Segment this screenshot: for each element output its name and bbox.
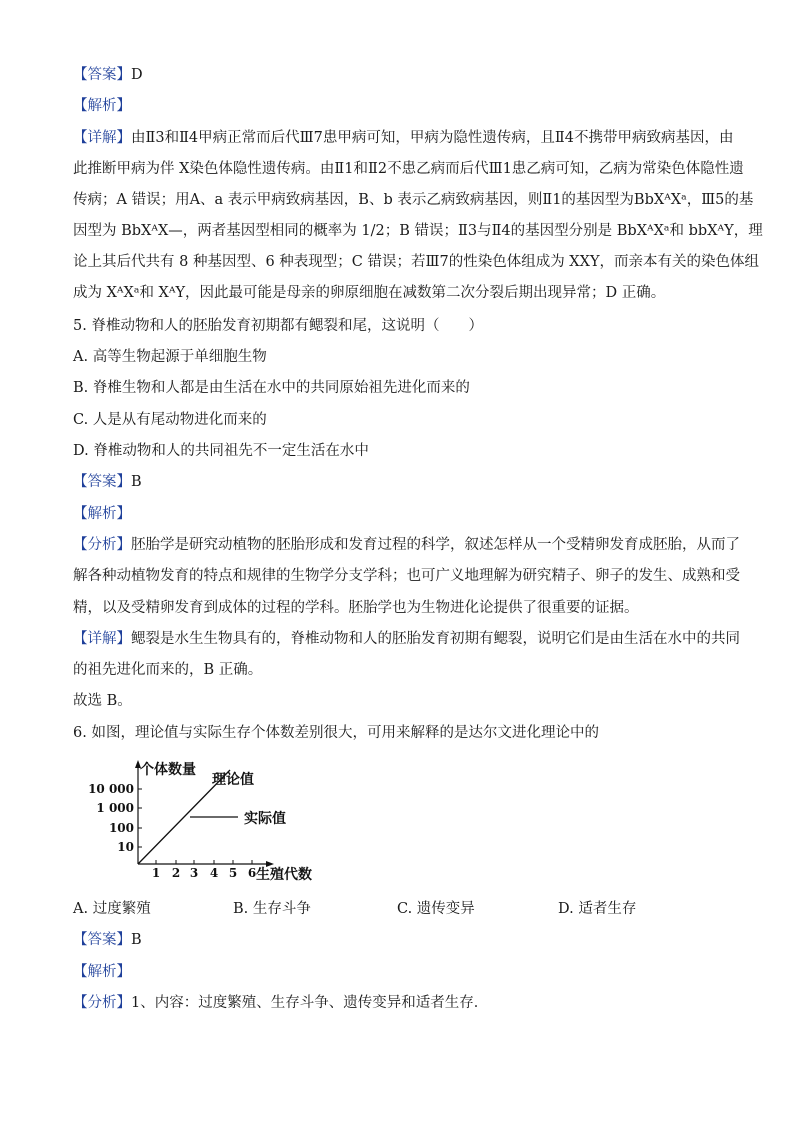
q5-option-a: A. 高等生物起源于单细胞生物 [73, 349, 267, 365]
fenxi-tag: 【分析】 [73, 537, 131, 553]
fenxi-text: 胚胎学是研究动植物的胚胎形成和发育过程的科学，叙述怎样从一个受精卵发育成胚胎，从而了 [131, 537, 740, 553]
answer-tag: 【答案】 [73, 67, 131, 83]
q6-answer-line [73, 930, 723, 950]
x-tick-label: 1 [151, 866, 161, 880]
q6-fenxi-line [73, 993, 723, 1013]
x-tick-label: 2 [171, 866, 181, 880]
answer-tag: 【答案】 [73, 474, 131, 490]
q5-option-c: C. 人是从有尾动物进化而来的 [73, 412, 267, 428]
q4-detail-line-6: 成为 XᴬXᵃ和 XᴬY，因此最可能是母亲的卵原细胞在减数第二次分裂后期出现异常；D 正确。 [73, 285, 666, 301]
q5-option-b: B. 脊椎生物和人都是由生活在水中的共同原始祖先进化而来的 [73, 380, 470, 396]
x-tick-label: 3 [189, 866, 199, 880]
y-axis-label: 个体数量 [140, 762, 196, 778]
q4-detail-line-4: 因型为 BbXᴬX—，两者基因型相同的概率为 1/2；B 错误；Ⅱ3与Ⅱ4的基因型分别是 BbXᴬXᵃ和 bbXᴬY，理 [73, 223, 763, 239]
q5-fenxi-line-2: 解各种动植物发育的特点和规律的生物学分支学科；也可广义地理解为研究精子、卵子的发生、成熟和受 [73, 568, 740, 584]
answer-value: B [131, 932, 142, 948]
x-tick-label: 5 [228, 866, 238, 880]
actual-value-label: 实际值 [244, 811, 286, 827]
y-tick-label: 1 000 [96, 801, 134, 815]
q5-fenxi-line-3: 精，以及受精卵发育到成体的过程的学科。胚胎学也为生物进化论提供了很重要的证据。 [73, 600, 639, 616]
detail-tag: 【详解】 [73, 130, 131, 146]
answer-value: D [131, 67, 143, 83]
q5-analysis-tag: 【解析】 [73, 506, 131, 522]
y-tick-label: 10 000 [88, 782, 134, 796]
q6-option-c: C. 遗传变异 [397, 901, 475, 917]
answer-value: B [131, 474, 142, 490]
y-tick-label: 10 [117, 840, 134, 854]
q6-option-b: B. 生存斗争 [233, 901, 311, 917]
fenxi-tag: 【分析】 [73, 995, 131, 1011]
q5-option-d: D. 脊椎动物和人的共同祖先不一定生活在水中 [73, 443, 369, 459]
q6-analysis-tag: 【解析】 [73, 964, 131, 980]
detail-tag: 【详解】 [73, 631, 131, 647]
q6-option-a: A. 过度繁殖 [73, 901, 151, 917]
q4-answer-line [73, 65, 723, 85]
q5-conclusion: 故选 B。 [73, 693, 132, 709]
q6-option-d: D. 适者生存 [558, 901, 637, 917]
q4-detail-line-5: 论上其后代共有 8 种基因型、6 种表现型；C 错误；若Ⅲ7的性染色体组成为 XXY，而亲本有关的染色体组 [73, 254, 760, 270]
q6-figure [80, 756, 340, 886]
q4-detail-line-1 [73, 128, 734, 148]
answer-tag: 【答案】 [73, 932, 131, 948]
x-tick-label: 6 [247, 866, 257, 880]
q6-stem: 6. 如图，理论值与实际生存个体数差别很大，可用来解释的是达尔文进化理论中的 [73, 725, 599, 741]
detail-text: 由Ⅱ3和Ⅱ4甲病正常而后代Ⅲ7患甲病可知，甲病为隐性遗传病，且Ⅱ4不携带甲病致病基因，由 [131, 130, 734, 146]
q5-fenxi-line-1 [73, 535, 740, 555]
x-tick-label: 4 [209, 866, 219, 880]
q4-detail-line-2: 此推断甲病为伴 X染色体隐性遗传病。由Ⅱ1和Ⅱ2不患乙病而后代Ⅲ1患乙病可知，乙病为常染色体隐性遗 [73, 161, 744, 177]
q5-answer-line [73, 472, 723, 492]
x-axis-label: 生殖代数 [256, 867, 312, 883]
q5-stem: 5. 脊椎动物和人的胚胎发育初期都有鳃裂和尾，这说明（ ） [73, 318, 483, 334]
y-tick-label: 100 [108, 821, 134, 835]
fenxi-text: 1、内容：过度繁殖、生存斗争、遗传变异和适者生存． [131, 995, 489, 1011]
detail-text: 鳃裂是水生生物具有的，脊椎动物和人的胚胎发育初期有鳃裂，说明它们是由生活在水中的共同 [131, 631, 740, 647]
theoretical-value-label: 理论值 [212, 772, 254, 788]
q4-detail-line-3: 传病；A 错误；用A、a 表示甲病致病基因，B、b 表示乙病致病基因，则Ⅱ1的基因型为BbXᴬXᵃ，Ⅲ5的基 [73, 192, 754, 208]
q5-detail-line-2: 的祖先进化而来的，B 正确。 [73, 662, 263, 678]
q4-analysis-tag: 【解析】 [73, 98, 131, 114]
q5-detail-line-1 [73, 629, 740, 649]
